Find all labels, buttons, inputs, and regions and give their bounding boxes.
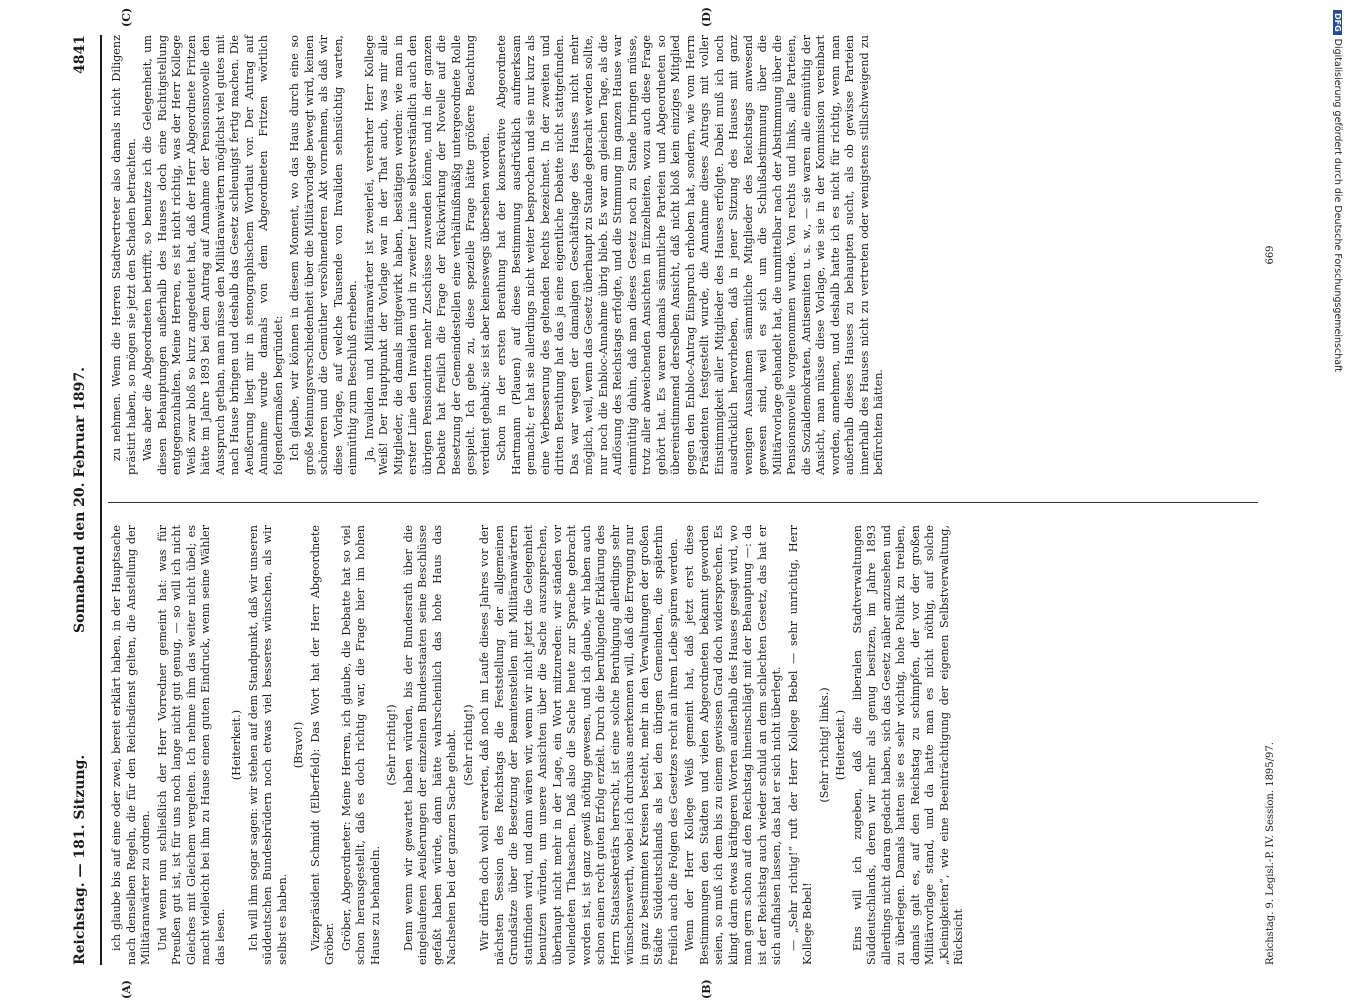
left-paragraph: Vizepräsident Schmidt (Elberfeld): Das Wort hat der Herr Abgeordnete Gröber.: [308, 525, 336, 965]
dfg-logo: DFG: [1333, 10, 1342, 35]
sidebar-credit: [1325, 10, 1349, 990]
page-footer: Reichstag. 9. Legisl.-P. IV. Session. 1895/97.: [1265, 742, 1276, 965]
right-paragraph: Ich glaube, wir können in diesem Moment, wo das Haus durch eine so große Meinungsverschiedenheit über die Militärvorlage bewegt wird, keinen schöneren und die Gemüther versöhnenderen Akt vornehmen, als daß wir diese Vorlage, auf welche Tausende von Invaliden sehnsüchtig warten, einmüthig zum Beschluß erheben.: [288, 35, 359, 475]
margin-marker-a: (A): [120, 980, 133, 999]
header-left: Reichstag. — 181. Sitzung.: [72, 754, 88, 965]
left-paragraph: Denn wenn wir gewartet haben würden, bis der Bundesrath über die eingelaufenen Aeußerungen der einzelnen Bundesstaaten seine Beschlüsse gefaßt haben würde, dann hätte wahrscheinlich das hohe Haus das Nachsehen bei der ganzen Sache gehabt.: [401, 525, 458, 965]
left-paragraph: Gröber, Abgeordneter: Meine Herren, ich glaube, die Debatte hat so viel schon herausgestellt, daß es doch richtig war, die Frage hier im hohen Hause zu behandeln.: [339, 525, 382, 965]
page-header: [60, 35, 100, 965]
left-paragraph: — „Sehr richtig!“ ruft der Herr Kollege Bebel — sehr unrichtig, Herr Kollege Bebel!: [786, 525, 814, 965]
left-paragraph: (Sehr richtig! links.): [817, 687, 831, 803]
left-paragraph: (Sehr richtig!): [461, 704, 475, 786]
rotated-page-content: [60, 7, 1290, 999]
left-paragraph: Wenn der Herr Kollege Weiß gemeint hat, daß jetzt erst diese Bestimmungen den Städten und vielen Abgeordneten bekannt geworden seien, so muß ich dem bis zu einem gewissen Grad doch widersprechen. Es klingt darin etwas kräftigeren Worten außerhalb des Hauses gesagt wird, wo man gern schon auf den Reichstag hineinschlägt mit der Behauptung —: da ist der Reichstag auch wieder schuld an dem schlechten Gesetz, das hat er sich aufhalsen lassen, das hat er sich nicht überlegt.: [683, 525, 783, 965]
right-column: [110, 35, 889, 475]
left-paragraph: (Sehr richtig!): [385, 704, 398, 786]
left-paragraph: ich glaube bis auf eine oder zwei, bereit erklärt haben, in der Hauptsache nach denselben Regeln, die für den Reichsdienst gelten, die Anstellung der Militäranwärter zu ordnen.: [110, 525, 152, 965]
header-rule: [100, 35, 102, 965]
right-paragraph: Ja, Invaliden und Militäranwärter ist zweierlei, verehrter Herr Kollege Weiß! Der Hauptpunkt der Vorlage war in der That auch, was mir alle Mitglieder, die damals mitgewirkt haben, bestätigen werden: wie man in erster Linie den Invaliden und in zweiter Linie selbstverständlich auch den übrigen Pensionirten mehr Zuschüsse zuwenden könne, und in der ganzen Debatte hat freilich die Frage der Rückwirkung der Novelle auf die Besetzung der Gemeindestellen eine verhältnißmäßig untergeordnete Rolle gespielt. Ich gebe zu, diese spezielle Frage hätte größere Beachtung verdient gehabt; sie ist aber keineswegs übersehen worden.: [362, 35, 492, 475]
left-column: [110, 525, 969, 965]
sidebar-credit-text: Digitalisierung gefördert durch die Deutsche Forschungsgemeinschaft: [1332, 38, 1343, 372]
right-paragraph: Was aber die Abgeordneten betrifft, so benutze ich die Gelegenheit, um diesen Behauptungen außerhalb des Hauses doch eine Richtigstellung entgegenzuhalten. Meine Herren, es ist nicht richtig, was der Herr Kollege Weiß zwar bloß so kurz angedeutet hat, daß der Herr Abgeordnete Fritzen hätte im Jahre 1893 bei dem Antrag auf Annahme der Pensionsnovelle den Ausspruch gethan, man müsse den Militäranwärtern möglichst viel gutes mit nach Hause bringen und deshalb das Gesetz schleunigst fertig machen. Die Aeußerung liegt mir in stenographischem Wortlaut vor. Der Antrag auf Annahme wurde damals von dem Abgeordneten Fritzen wörtlich folgendermaßen begründet:: [141, 35, 285, 475]
header-center: Sonnabend den 20. Februar 1897.: [72, 367, 88, 633]
column-divider: [108, 502, 1258, 503]
left-paragraph: (Heiterkeit.): [230, 709, 243, 781]
page-footer-number: 669: [1265, 245, 1276, 265]
left-paragraph: Wir dürfen doch wohl erwarten, daß noch im Laufe dieses Jahres vor der nächsten Session des Reichstags die Feststellung der allgemeinen Grundsätze über die Besetzung der Beamtenstellen mit Militäranwärtern stattfinden wird, und dann wären wir, wenn wir nicht jetzt die Gelegenheit benutzen würden, um unsere Ansichten über die Sache auszusprechen, überhaupt nicht mehr in der Lage, ein Wort mitzureden: wir ständen vor vollendeten Thatsachen. Daß also die Sache heute zur Sprache gebracht worden ist, ist ganz gewiß nöthig gewesen, und ich glaube, wir haben auch schon einen recht guten Erfolg erzielt. Durch die beruhigende Erklärung des Herrn Staatssekretärs herrscht, ist eine solche Beruhigung allerdings sehr wünschenswerth, wobei ich durchaus anerkennen will, daß die Erregung nur in ganz bestimmten Kreisen besteht, mehr in den Verwaltungen der großen Städte Süddeutschlands als bei den übrigen Gemeinden, die späterhin freilich auch die Folgen des Gesetzes recht an ihrem Leibe spüren werden.: [478, 525, 680, 965]
left-paragraph: (Heiterkeit.): [834, 709, 847, 781]
margin-marker-d: (D): [700, 7, 713, 27]
right-paragraph: Schon in der ersten Berathung hat der konservative Abgeordnete Hartmann (Plauen) auf diese Bestimmung ausdrücklich aufmerksam gemacht; er hat sie allerdings nicht weiter besprochen und sie nur kurz als eine Verbesserung des geltenden Rechts bezeichnet. In der zweiten und dritten Berathung hat das ja eine eigentliche Debatte nicht stattgefunden. Das war wegen der damaligen Geschäftslage des Hauses nicht mehr möglich, weil, wenn das Gesetz überhaupt zu Stande gebracht werden sollte, nur noch die Enbloc-Annahme übrig blieb. Es war am gleichen Tage, als die Auflösung des Reichstags erfolgte, und die Stimmung im ganzen Hause war einmüthig dahin, daß man dieses Gesetz noch zu Stande bringen müsse, trotz aller abweichenden Ansichten in Einzelheiten, wozu auch diese Frage gehört hat. Es waren damals sämmtliche Parteien und Abgeordneten so übereinstimmend derselben Ansicht, daß nicht bloß kein einziges Mitglied gegen den Enbloc-Antrag Einspruch erhoben hat, sondern, wie vom Herrn Präsidenten festgestellt wurde, die Annahme dieses Antrags mit voller Einstimmigkeit aller Mitglieder des Hauses erfolgte. Dabei muß ich noch ausdrücklich hervorheben, daß in jener Sitzung des Hauses mit ganz wenigen Ausnahmen sämmtliche Mitglieder des Reichstags anwesend gewesen sind, weil es sich um die Schlußabstimmung über die Militärvorlage gehandelt hat, die unmittelbar nach der Abstimmung über die Pensionsnovelle vorgenommen wurde. Von rechts und links, alle Parteien, die Sozialdemokraten, Antisemiten u. s. w., — sie waren alle einmüthig der Ansicht, man müsse diese Vorlage, wie sie in der Kommission vereinbart worden, annehmen, und deshalb hatte ich es nicht für richtig, wenn man außerhalb dieses Hauses zu behaupten sucht, als ob gewisse Parteien innerhalb des Hauses nicht zu vertreten oder wenigstens stillschweigend zu befürchten hätten.: [495, 35, 885, 475]
margin-marker-c: (C): [120, 7, 133, 27]
header-page-number: 4841: [72, 35, 88, 74]
left-paragraph: Und wenn nun schließlich der Herr Vorredner gemeint hat: was für Preußen gut ist, ist für uns noch lange nicht gut genug, — so will ich nicht Gleiches mit Gleichem vergelten. Ich nehme ihm das weiter nicht übel; es macht vielleicht bei ihm zu Hause einen guten Eindruck, wenn seine Wähler das lesen.: [155, 525, 227, 965]
right-paragraph: zu nehmen. Wenn die Herren Stadtvertreter also damals nicht Diligenz prästirt haben, so mögen sie jetzt den Schaden betrachten.: [110, 35, 138, 475]
margin-marker-b: (B): [700, 979, 713, 999]
left-paragraph: Eins will ich zugeben, daß die liberalen Stadtverwaltungen Süddeutschlands, deren wir mehr als genug besitzen, im Jahre 1893 allerdings nicht daran gedacht haben, sich das Gesetz näher anzusehen und zu überlegen. Damals hatten sie es sehr wichtig, hohe Politik zu treiben, damals galt es, auf den Reichstag zu schimpfen, der vor der großen Militärvorlage stand, und da hatte man es nicht nöthig, auf solche „Kleinigkeiten“, wie eine Beeinträchtigung der eigenen Selbstverwaltung, Rücksicht: [850, 525, 965, 965]
left-paragraph: Ich will ihm sogar sagen: wir stehen auf dem Standpunkt, daß wir unseren süddeutschen Bundesbrüdern noch etwas viel besseres wünschen, als wir selbst es haben.: [246, 525, 289, 965]
left-paragraph: (Bravo!): [292, 721, 305, 769]
